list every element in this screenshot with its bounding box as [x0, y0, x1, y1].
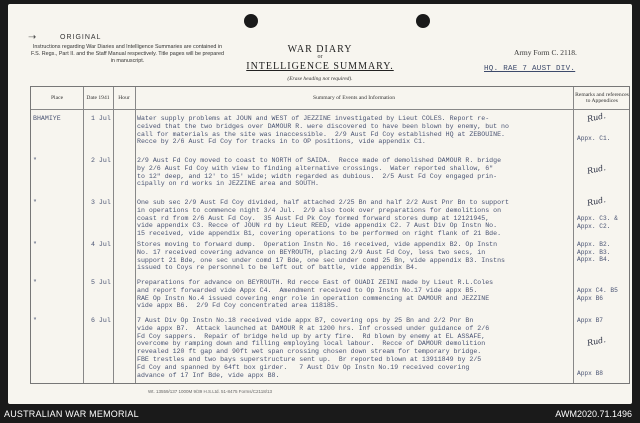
diary-page: [8, 4, 632, 404]
entry-summary: One sub sec 2/9 Aust Fd Coy divided, half attached 2/25 Bn and half 2/2 Aust Pnr Bn to support in operations to commence night 3/4 Jul. 2/9 also took over preparations for demolitions on coast rd from 2/6 Aust Fd Coy. 35 Aust Fd Pk Coy formed forward stores dump at 12121945, vide appendix C3. Recce of JOUN rd by Lieut REED, vide appendix C2. 7 Aust Div Op Instn No. 15 received, vide appendix B1, covering operations to be performed on right flank of 21 Bde.: [137, 199, 509, 238]
form-print-code: Wt. 13559/137 1000M 9/39 H.S.Ltd. 51-8475 Forms/C2118/13: [148, 389, 272, 394]
entry-date: 1 Jul: [91, 115, 111, 122]
entry-summary: Preparations for advance on BEYROUTH. Rd recce East of OUADI ZEINI made by Lieut R.L.Coles and report forwarded vide Appx C4. Amendment received to Op Instn No.17 vide appx B5. RAE Op Instn No.4 issued covering engr role in operation commencing at DAMOUR and JEZZINE vide appx B6. 2/9 Fd Coy concentrated area 118185.: [137, 279, 494, 310]
unit-heading: HQ. RAE 7 AUST DIV.: [484, 65, 576, 73]
initials-signature: Rud.: [586, 163, 607, 176]
entry-date: 2 Jul: [91, 157, 111, 164]
entry-summary: 2/9 Aust Fd Coy moved to coast to NORTH of SAIDA. Recce made of demolished DAMOUR R. bridge by 2/6 Aust Fd Coy with view to finding alternative crossings. Water reported shallow, 6" to 12" deep, and 12' to 15' wide; width regarded as dubious. 2/5 Aust Fd Coy engaged prin- cipally on rd works in JEZZINE area and SOUTH.: [137, 157, 502, 188]
column-header-summary: Summary of Events and Information: [312, 94, 396, 101]
entry-appendix: Appx C4. B5 Appx B6: [577, 287, 618, 302]
title-note: (Erase heading not required).: [287, 76, 353, 82]
original-label: ORIGINAL: [60, 34, 102, 41]
instructions-text: Instructions regarding War Diaries and Intelligence Summaries are contained in F.S. Regs., Part II. and the Staff Manual respectively. Title pages will be prepared in manuscript.: [30, 44, 225, 65]
column-header-place: Place: [50, 94, 64, 101]
entry-place: ": [33, 157, 37, 164]
entry-summary: Water supply problems at JOUN and WEST of JEZZINE investigated by Lieut COLES. Report re- ceived that the two bridges over DAMOUR R. were discovered to have been blown by enemy, but no call for materials as the site was inaccessible. 2/9 Aust Fd Coy established HQ at ZEBOUINE. Recce by 2/6 Aust Fd Coy for tracks in to OP positions, vide appendix C1.: [137, 115, 509, 146]
entry-date: 4 Jul: [91, 241, 111, 248]
entry-date: 3 Jul: [91, 199, 111, 206]
entry-appendix: Appx. B2. Appx. B3. Appx. B4.: [577, 241, 611, 263]
diary-table: [30, 86, 630, 384]
entry-date: 6 Jul: [91, 317, 111, 324]
initials-signature: Rud.: [586, 111, 607, 124]
army-form-number: Army Form C. 2118.: [514, 48, 577, 57]
entry-place: BHAMIYE: [33, 115, 61, 122]
entry-place: ": [33, 241, 37, 248]
arrow-stamp-icon: ➝: [28, 32, 37, 43]
archive-reference: AWM2020.71.1496: [555, 409, 632, 419]
column-header-hour: Hour: [118, 94, 130, 101]
column-header-date: Date 1941: [86, 94, 110, 101]
initials-signature: Rud.: [586, 195, 607, 208]
initials-signature: Rud.: [586, 335, 607, 348]
punch-hole: [244, 14, 258, 28]
entry-date: 5 Jul: [91, 279, 111, 286]
entry-appendix: Appx B7 Appx B8: [577, 317, 603, 377]
archive-caption: AUSTRALIAN WAR MEMORIAL: [4, 409, 139, 419]
column-header-remarks: Remarks and references to Appendices: [575, 91, 629, 104]
title-war-diary: WAR DIARY: [287, 44, 353, 55]
title-or: or: [317, 54, 323, 60]
entry-place: ": [33, 199, 37, 206]
entry-appendix: Appx. C3. & Appx. C2.: [577, 215, 618, 230]
entry-summary: Stores moving to forward dump. Operation Instn No. 16 received, vide appendix B2. Op Instn No. 17 received covering advance on BEYROUTH, placing 2/9 Aust Fd Coy, less two secs, in support 21 Bde, one sec under comd 17 Bde, one sec under comd 25 Bn, vide appendix B3. Instns issued to Coys re personnel to be left out of battle, vide appendix B4.: [137, 241, 505, 272]
entry-appendix: Appx. C1.: [577, 135, 611, 142]
entry-place: ": [33, 279, 37, 286]
title-intelligence-summary: INTELLIGENCE SUMMARY.: [246, 61, 394, 72]
entry-summary: 7 Aust Div Op Instn No.18 received vide appx B7, covering ops by 25 Bn and 2/2 Pnr Bn vide appx B7. Attack launched at DAMOUR R at 1200 hrs. Inf crossed under guidance of 2/6 Fd Coy sappers. Repair of bridge held up by arty fire. Rd blown by enemy at EL ASSAFE, overcome by ramping down and filling employing local labour. Recce of DAMOUR demolition revealed 120 ft gap and 90ft wet span crossing chosen down stream for temporary bridge. FBE trestles and two bays superstructure sent up. Br reported blown at 13911849 by 2/5 Fd Coy and spanned by 64ft box girder. 7 Aust Div Op Instn No.19 received covering advance of 17 Inf Bde, vide appx B8.: [137, 317, 490, 379]
entry-place: ": [33, 317, 37, 324]
punch-hole: [416, 14, 430, 28]
